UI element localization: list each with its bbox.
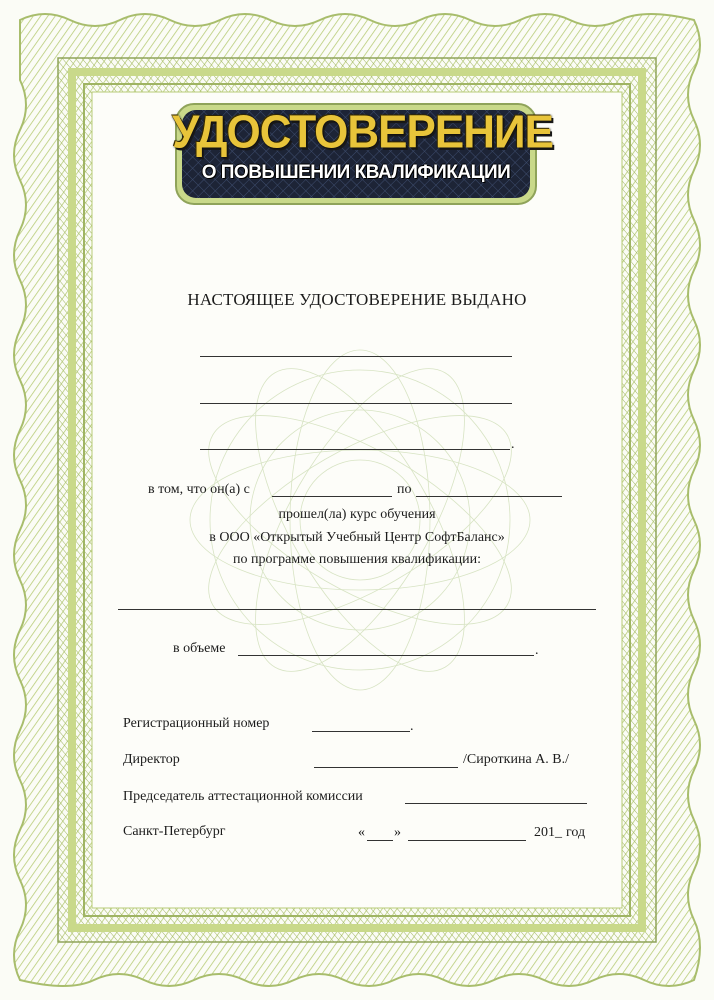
volume-field[interactable] xyxy=(238,655,534,656)
date-to-field[interactable] xyxy=(416,496,562,497)
period-to-label: по xyxy=(397,482,412,497)
date-month-field[interactable] xyxy=(408,840,526,841)
commission-signature-field[interactable] xyxy=(405,803,587,804)
name-line-2[interactable] xyxy=(200,403,512,404)
date-close-quote: » xyxy=(394,825,401,840)
date-year[interactable]: 201_ xyxy=(534,825,562,840)
director-label: Директор xyxy=(123,752,180,767)
director-signature-field[interactable] xyxy=(314,767,458,768)
date-from-field[interactable] xyxy=(272,496,392,497)
director-name: /Сироткина А. В./ xyxy=(463,752,569,767)
passed-course-text: прошел(ла) курс обучения xyxy=(278,507,436,522)
name-end-period: . xyxy=(511,437,515,452)
program-text: по программе повышения квалификации: xyxy=(232,552,482,567)
volume-end-period: . xyxy=(535,643,539,658)
volume-label: в объеме xyxy=(173,641,226,656)
document-subtitle: О ПОВЫШЕНИИ КВАЛИФИКАЦИИ xyxy=(201,162,511,183)
period-prefix: в том, что он(а) с xyxy=(148,482,250,497)
reg-number-field[interactable] xyxy=(312,731,410,732)
document-title: УДОСТОВЕРЕНИЕ xyxy=(172,106,553,159)
date-day-field[interactable] xyxy=(367,840,393,841)
reg-number-label: Регистрационный номер xyxy=(123,716,270,731)
date-year-suffix: год xyxy=(566,825,586,840)
name-line-3[interactable] xyxy=(200,449,510,450)
reg-number-period: . xyxy=(410,719,414,734)
city-label: Санкт-Петербург xyxy=(123,824,226,839)
issued-to-heading: НАСТОЯЩЕЕ УДОСТОВЕРЕНИЕ ВЫДАНО xyxy=(187,290,527,309)
organization-text: в ООО «Открытый Учебный Центр СофтБаланс» xyxy=(209,530,505,545)
name-line-1[interactable] xyxy=(200,356,512,357)
date-open-quote: « xyxy=(358,825,365,840)
commission-label: Председатель аттестационной комиссии xyxy=(123,789,363,804)
program-name-field[interactable] xyxy=(118,609,596,610)
